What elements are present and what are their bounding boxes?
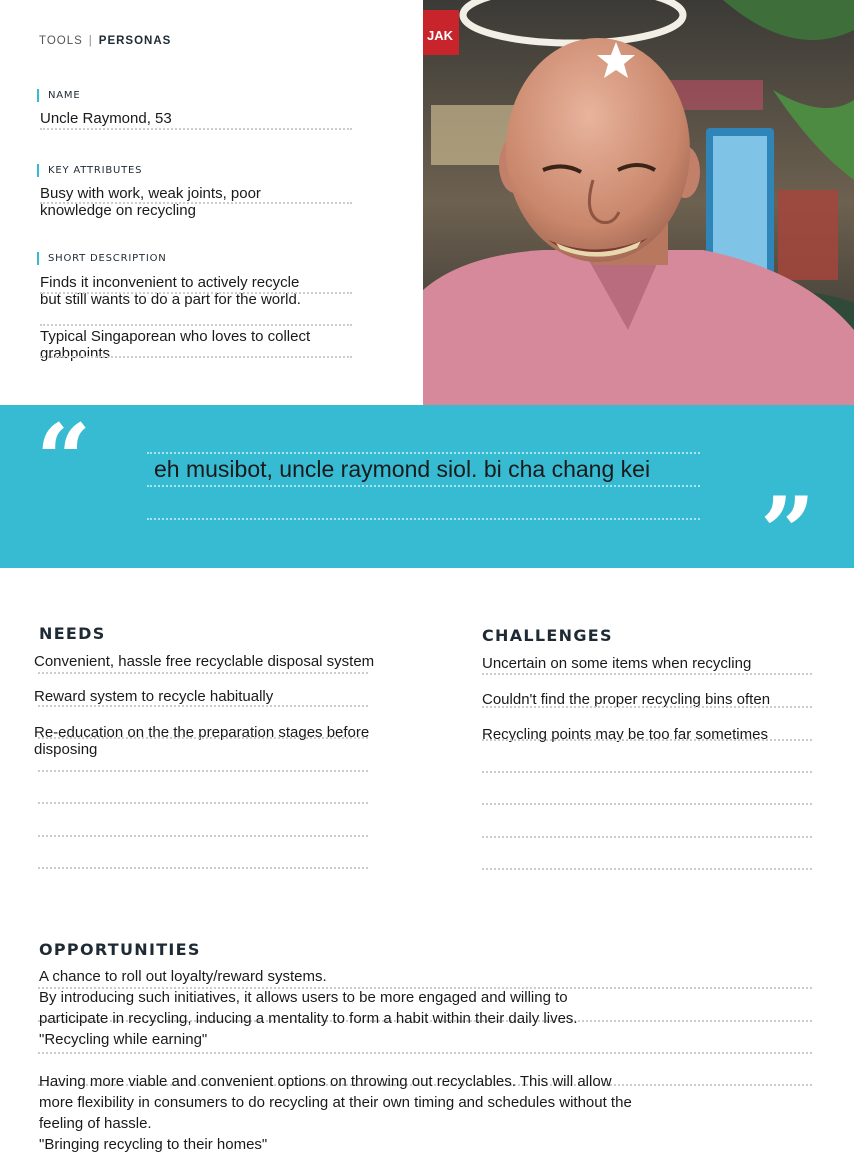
opportunities-line: "Recycling while earning" [39, 1031, 208, 1048]
divider [147, 485, 700, 487]
divider [38, 705, 368, 707]
needs-item-3-line-1: Re-education on the the preparation stages before [34, 724, 370, 741]
short-description-1-line-2: but still wants to do a part for the world. [40, 291, 301, 308]
divider [38, 867, 368, 869]
quote-text: eh musibot, uncle raymond siol. bi cha chang kei [154, 456, 651, 482]
divider [147, 452, 700, 454]
challenges-item-2: Couldn't find the proper recycling bins often [482, 691, 771, 708]
divider [482, 771, 812, 773]
divider [482, 673, 812, 675]
divider [38, 835, 368, 837]
divider [482, 803, 812, 805]
key-attributes-label: KEY ATTRIBUTES [37, 164, 142, 177]
breadcrumb-tools[interactable]: TOOLS [39, 35, 83, 47]
persona-photo [423, 0, 854, 405]
short-description-1-line-1: Finds it inconvenient to actively recycle [40, 274, 300, 291]
opportunities-line: "Bringing recycling to their homes" [39, 1136, 268, 1153]
close-quote-icon: ” [760, 476, 816, 589]
opportunities-line: A chance to roll out loyalty/reward systems. [39, 968, 327, 985]
divider [482, 868, 812, 870]
needs-heading: NEEDS [39, 624, 106, 643]
opportunities-block-1 [39, 966, 578, 1050]
opportunities-block-2 [39, 1071, 632, 1155]
divider [482, 836, 812, 838]
breadcrumb-personas[interactable]: PERSONAS [98, 35, 172, 47]
persona-name: Uncle Raymond, 53 [40, 110, 172, 127]
breadcrumb [39, 35, 171, 47]
key-attributes-line-1: Busy with work, weak joints, poor [40, 185, 261, 202]
open-quote-icon: “ [36, 403, 92, 516]
divider [38, 1052, 812, 1054]
opportunities-heading: OPPORTUNITIES [39, 940, 201, 959]
name-label: NAME [37, 89, 80, 102]
short-description-2-line-2: grabpoints. [40, 345, 115, 362]
opportunities-line: participate in recycling, inducing a mentality to form a habit within their daily lives. [39, 1010, 578, 1027]
divider [40, 324, 352, 326]
needs-item-1: Convenient, hassle free recyclable disposal system [34, 653, 375, 670]
needs-item-2: Reward system to recycle habitually [34, 688, 274, 705]
divider [40, 292, 352, 294]
divider [40, 356, 352, 358]
challenges-heading: CHALLENGES [482, 626, 613, 645]
opportunities-line: more flexibility in consumers to do recycling at their own timing and schedules without the [39, 1094, 632, 1111]
needs-item-3-line-2: disposing [34, 741, 98, 758]
divider [38, 672, 368, 674]
opportunities-line: Having more viable and convenient options on throwing out recyclables. This will allow [39, 1073, 612, 1090]
divider [40, 202, 352, 204]
divider [38, 737, 368, 739]
divider [482, 706, 812, 708]
divider [147, 518, 700, 520]
opportunities-line: feeling of hassle. [39, 1115, 152, 1132]
divider [40, 128, 352, 130]
opportunities-line: By introducing such initiatives, it allows users to be more engaged and willing to [39, 989, 568, 1006]
short-description-2-line-1: Typical Singaporean who loves to collect [40, 328, 311, 345]
breadcrumb-separator: | [88, 35, 93, 47]
divider [482, 739, 812, 741]
divider [38, 770, 368, 772]
challenges-item-1: Uncertain on some items when recycling [482, 655, 752, 672]
challenges-item-3: Recycling points may be too far sometimes [482, 726, 768, 743]
svg-text:JAK: JAK [427, 28, 454, 43]
divider [38, 802, 368, 804]
key-attributes-line-2: knowledge on recycling [40, 202, 196, 219]
short-description-label: SHORT DESCRIPTION [37, 252, 167, 265]
